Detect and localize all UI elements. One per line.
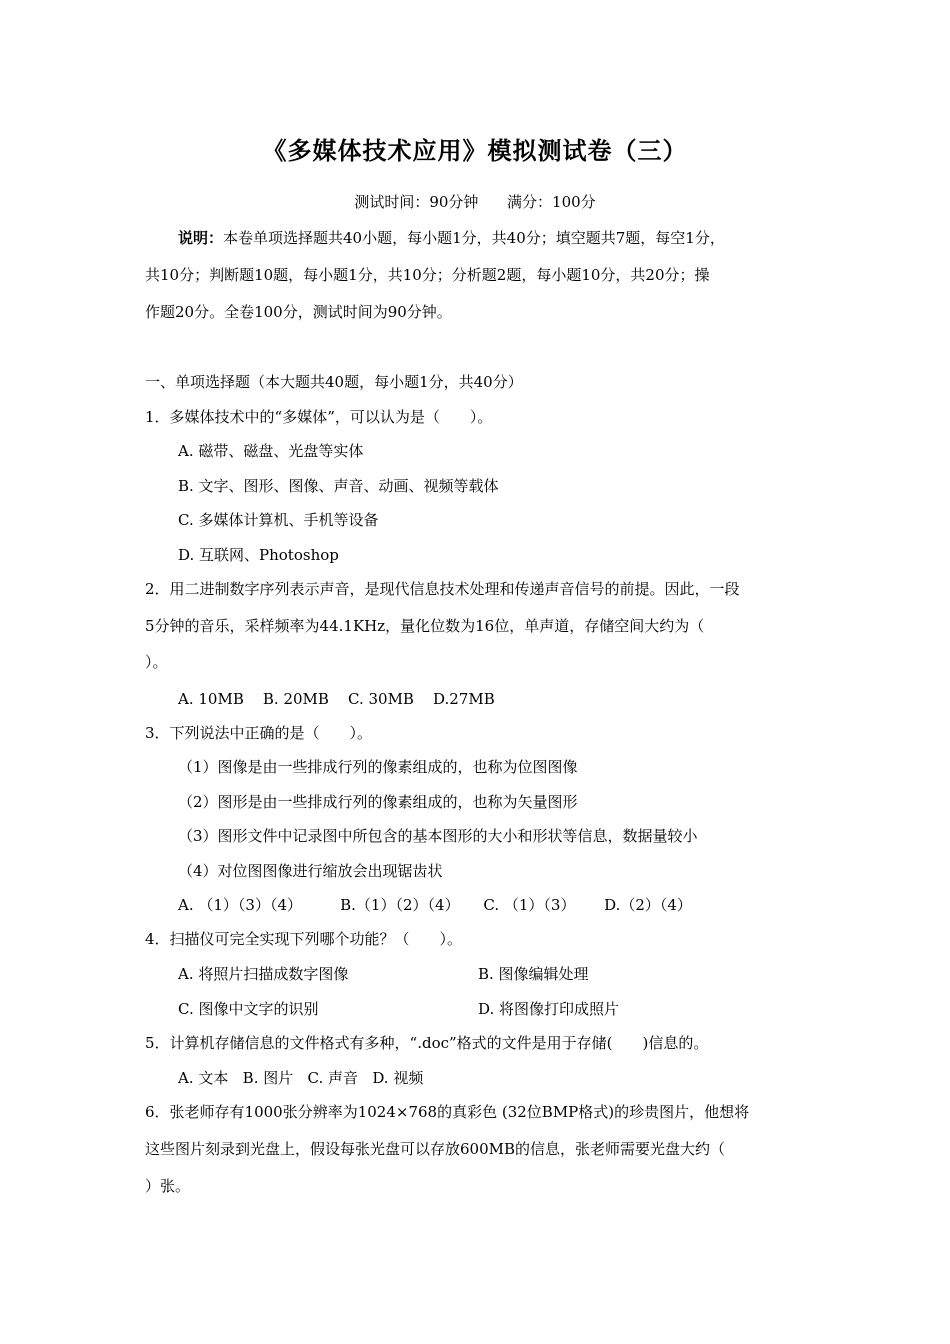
- question-4-option-a: A. 将照片扫描成数字图像: [178, 965, 349, 983]
- instructions-line-1: [178, 228, 725, 248]
- question-1-option-c: C. 多媒体计算机、手机等设备: [178, 511, 379, 529]
- question-3-statement-1: （1）图像是由一些排成行列的像素组成的，也称为位图图像: [178, 758, 578, 776]
- question-6-stem-line-2: 这些图片刻录到光盘上，假设每张光盘可以存放600MB的信息，张老师需要光盘大约（: [145, 1140, 726, 1158]
- question-3-statement-4: （4）对位图图像进行缩放会出现锯齿状: [178, 862, 443, 880]
- question-3-statement-2: （2）图形是由一些排成行列的像素组成的，也称为矢量图形: [178, 793, 578, 811]
- instructions-label: 说明：: [178, 229, 224, 247]
- instructions-line-3: 作题20分。全卷100分，测试时间为90分钟。: [145, 303, 452, 321]
- question-6-stem-line-1: 6．张老师存有1000张分辨率为1024×768的真彩色 (32位BMP格式)的珍贵图片，他想将: [145, 1103, 750, 1121]
- question-5-options: A. 文本 B. 图片 C. 声音 D. 视频: [178, 1069, 424, 1087]
- question-1-option-b: B. 文字、图形、图像、声音、动画、视频等载体: [178, 477, 499, 495]
- question-3-options: A. （1）（3）（4） B.（1）（2）（4） C. （1）（3） D.（2）（4）: [178, 896, 692, 914]
- section-heading: 一、单项选择题（本大题共40题，每小题1分，共40分）: [145, 373, 523, 391]
- question-1-option-a: A. 磁带、磁盘、光盘等实体: [178, 442, 364, 460]
- question-2-stem-line-3: ）。: [145, 653, 168, 671]
- question-2-stem-line-1: 2．用二进制数字序列表示声音，是现代信息技术处理和传递声音信号的前提。因此，一段: [145, 580, 740, 598]
- question-4-option-d: D. 将图像打印成照片: [478, 1000, 620, 1018]
- instructions-line-2: 共10分；判断题10题，每小题1分，共10分；分析题2题，每小题10分，共20分；操: [145, 266, 710, 284]
- question-3-stem: 3．下列说法中正确的是（ ）。: [145, 724, 373, 742]
- exam-meta: 测试时间：90分钟 满分：100分: [354, 193, 596, 211]
- question-4-option-c: C. 图像中文字的识别: [178, 1000, 319, 1018]
- question-3-statement-3: （3）图形文件中记录图中所包含的基本图形的大小和形状等信息，数据量较小: [178, 827, 698, 845]
- question-4-stem: 4．扫描仪可完全实现下列哪个功能？（ ）。: [145, 930, 463, 948]
- question-2-options: A. 10MB B. 20MB C. 30MB D.27MB: [178, 690, 495, 708]
- page-title: 《多媒体技术应用》模拟测试卷（三）: [262, 136, 688, 165]
- question-2-stem-line-2: 5分钟的音乐，采样频率为44.1KHz，量化位数为16位，单声道，存储空间大约为（: [145, 617, 705, 635]
- question-6-stem-line-3: ）张。: [145, 1177, 191, 1195]
- question-1-option-d: D. 互联网、Photoshop: [178, 546, 339, 564]
- question-1-stem: 1．多媒体技术中的“多媒体”，可以认为是（ ）。: [145, 408, 493, 426]
- question-4-option-b: B. 图像编辑处理: [478, 965, 589, 983]
- question-5-stem: 5．计算机存储信息的文件格式有多种，“.doc”格式的文件是用于存储( )信息的。: [145, 1034, 709, 1052]
- instructions-text: 本卷单项选择题共40小题，每小题1分，共40分；填空题共7题，每空1分，: [223, 229, 725, 247]
